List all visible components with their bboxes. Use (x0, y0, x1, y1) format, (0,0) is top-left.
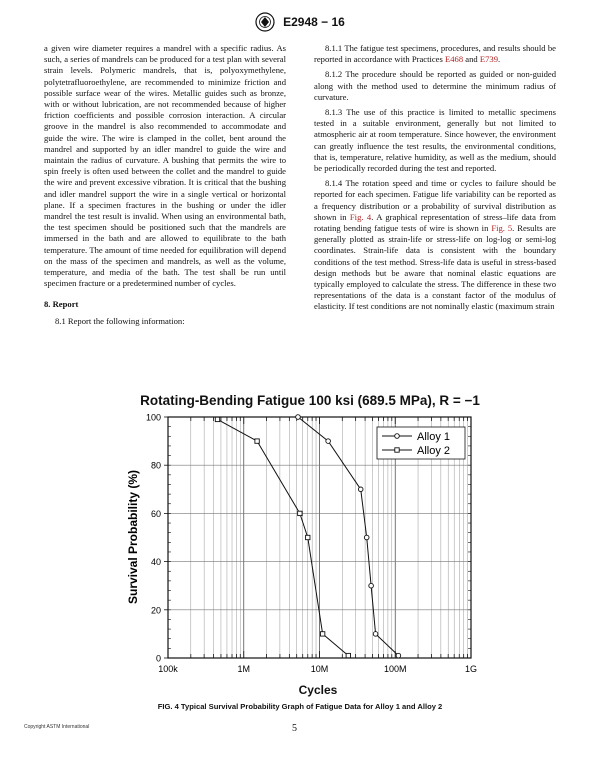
x-tick-label: 100k (158, 664, 178, 674)
data-point-alloy-2 (255, 439, 259, 443)
data-point-alloy-2 (346, 653, 350, 657)
data-point-alloy-1 (373, 632, 378, 637)
paragraph-8-1: 8.1 Report the following information: (55, 315, 185, 326)
data-point-alloy-1 (364, 535, 369, 540)
copyright-notice: Copyright ASTM International (24, 724, 90, 730)
link-fig-4[interactable]: Fig. 4 (349, 211, 372, 222)
left-paragraph: a given wire diameter requires a mandrel with a specific radius. As such, a series of mandrels can be produced for a test plan with several strain levels. Polymeric mandrels, that is, polyoxymethylene, polytetrafluoroethylene, are recommended to minimize friction and possible surface wear of the wires. Metallic guides such as bronze, with or without lubrication, are not recommended because of higher friction coefficients and possible corrosion interaction. A circular groove in the mandrel is also recommended to accommodate and guide the wire. The wire is clamped in the collet, bent around the mandrel and supported by an idler mandrel to guide the wire and maintain the radius of curvature. A bushing that permits the wire to spin freely is often used between the collet and the mandrel to guide the wire and prevent excessive vibration. It is critical that the bushing and idler mandrel support the wire in a single vertical or horizontal plane. If a specimen fractures in the bushing or under the idler mandrel the test result is invalid. When using an environmental bath, the test specimen should be positioned such that the mandrels are immersed in the bath and are allowed to equilibrate to the bath temperature. The amount of time needed for equilibration will depend on the mass of the specimen and mandrels, as well as the volume, temperature, and media of the bath. The test shall be run until specimen fracture or a predetermined number of cycles. (44, 43, 286, 289)
x-tick-label: 100M (383, 664, 407, 674)
legend-label: Alloy 1 (417, 431, 451, 443)
chart-title: Rotating-Bending Fatigue 100 ksi (689.5 MPa), R = −1 (140, 393, 480, 408)
y-tick-label: 60 (150, 508, 161, 519)
p811-text-c: . (498, 54, 501, 65)
p814-text-c: . Results are generally plotted as strain-life or stress-life on log-log or semi-log coordinates. Strain-life data is consistent with the boundary conditions of the test method. Stress-life data is useful in stress-based design methods but be aware that nominal elastic equations are typically employed to calculate the stress. The difference in these two representations of the data is a constant factor of the modulus of elasticity. If test conditions are not nominally elastic (maximum strain (314, 223, 556, 312)
data-point-alloy-1 (326, 439, 331, 444)
y-axis-label: Survival Probability (%) (126, 469, 140, 605)
p811-text-b: and (463, 54, 480, 65)
p814-text-b: . A graphical representation of stress–life data from rotating bending fatigue tests of wire is shown in (314, 211, 556, 234)
section-heading-report: 8. Report (44, 299, 79, 310)
y-tick-label: 20 (150, 605, 161, 616)
link-fig-5[interactable]: Fig. 5 (491, 223, 513, 234)
paragraph-8-1-2: 8.1.2 The procedure should be reported as guided or non-guided along with the method used to determine the minimum radius of curvature. (314, 69, 556, 102)
data-point-alloy-1 (369, 583, 374, 588)
p811-text-a: 8.1.1 The fatigue test specimens, procedures, and results should be reported in accordance with Practices (314, 43, 556, 65)
data-point-alloy-2 (320, 632, 324, 636)
x-axis-label: Cycles (298, 683, 338, 697)
y-tick-label: 80 (150, 460, 161, 471)
series-line-2 (217, 419, 348, 655)
x-tick-label: 1G (464, 664, 478, 674)
paragraph-8-1-3: 8.1.3 The use of this practice is limited to metallic specimens tested in a suitable environment, generally but not limited to atmospheric air at room temperature. Since however, the environment can greatly influence the test results, the environmental conditions, that is, temperature, relative humidity, as well as the medium, should be periodically recorded during the test and reported. (314, 107, 556, 174)
y-tick-label: 40 (150, 557, 161, 568)
data-point-alloy-2 (306, 535, 310, 539)
data-point-alloy-1 (296, 415, 301, 420)
y-tick-label: 100 (145, 412, 161, 423)
standard-id: E2948 − 16 (283, 15, 345, 29)
legend-marker-square (395, 448, 399, 452)
link-e468[interactable]: E468 (445, 54, 464, 65)
page-number: 5 (292, 723, 297, 734)
link-e739[interactable]: E739 (479, 54, 498, 65)
x-tick-label: 1M (237, 664, 251, 674)
data-point-alloy-2 (298, 511, 302, 515)
data-point-alloy-1 (358, 487, 363, 492)
p814-text-a: 8.1.4 The rotation speed and time or cycles to failure should be reported for each specimen. Fatigue life variability can be reported as a frequency distribution or a probability of survival distribution as shown in (314, 178, 556, 222)
x-tick-label: 10M (310, 664, 329, 674)
y-tick-label: 0 (155, 653, 161, 664)
legend-marker-circle (395, 434, 400, 439)
legend-label: Alloy 2 (417, 445, 451, 457)
data-point-alloy-1 (396, 653, 401, 658)
figure-caption: FIG. 4 Typical Survival Probability Graph of Fatigue Data for Alloy 1 and Alloy 2 (157, 702, 443, 711)
data-point-alloy-2 (215, 417, 219, 421)
